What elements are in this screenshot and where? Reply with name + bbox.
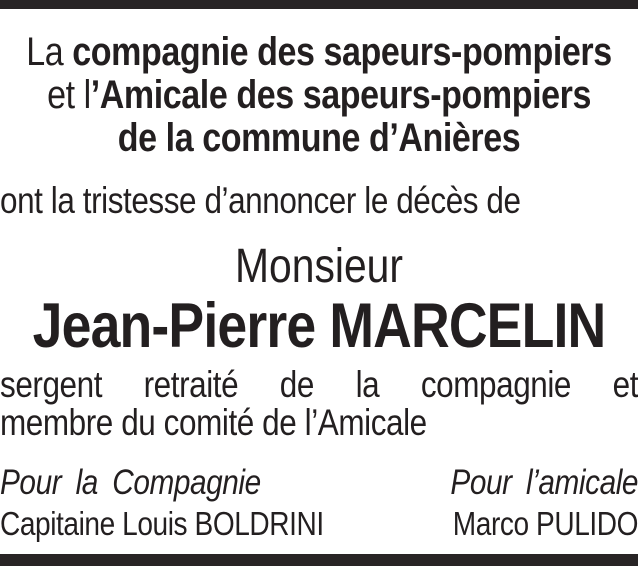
signature-compagnie-name: Capitaine Louis BOLDRINI bbox=[0, 505, 324, 542]
signature-amicale-name: Marco PULIDO bbox=[452, 505, 638, 542]
role-description-line-1: sergent retraité de la compagnie et bbox=[0, 364, 638, 405]
intro-sentence: ont la tristesse d’annoncer le décès de bbox=[0, 180, 521, 221]
header-line-1-bold: compagnie des sapeurs-pompiers bbox=[72, 30, 612, 74]
role-description-line-2: membre du comité de l’Amicale bbox=[0, 402, 427, 443]
signature-compagnie bbox=[0, 464, 324, 542]
deceased-name: Jean-Pierre MARCELIN bbox=[32, 291, 606, 361]
bottom-rule bbox=[0, 554, 638, 566]
header-line-2-bold: ’Amicale des sapeurs-pompiers bbox=[90, 73, 591, 117]
signatures bbox=[0, 464, 638, 542]
header-line-1-regular: La bbox=[26, 30, 73, 74]
signature-compagnie-role: Pour la Compagnie bbox=[0, 463, 261, 502]
signature-amicale-role: Pour l’amicale bbox=[450, 463, 638, 502]
header-line-3 bbox=[0, 117, 638, 160]
role-description bbox=[0, 366, 638, 442]
civility-title: Monsieur bbox=[235, 240, 403, 293]
signature-amicale bbox=[450, 464, 638, 542]
organization-header bbox=[0, 31, 638, 160]
header-line-2 bbox=[0, 74, 638, 117]
header-line-2-regular: et l bbox=[47, 73, 91, 117]
header-line-1 bbox=[0, 31, 638, 74]
header-line-3-bold: de la commune d’Anières bbox=[117, 116, 521, 160]
